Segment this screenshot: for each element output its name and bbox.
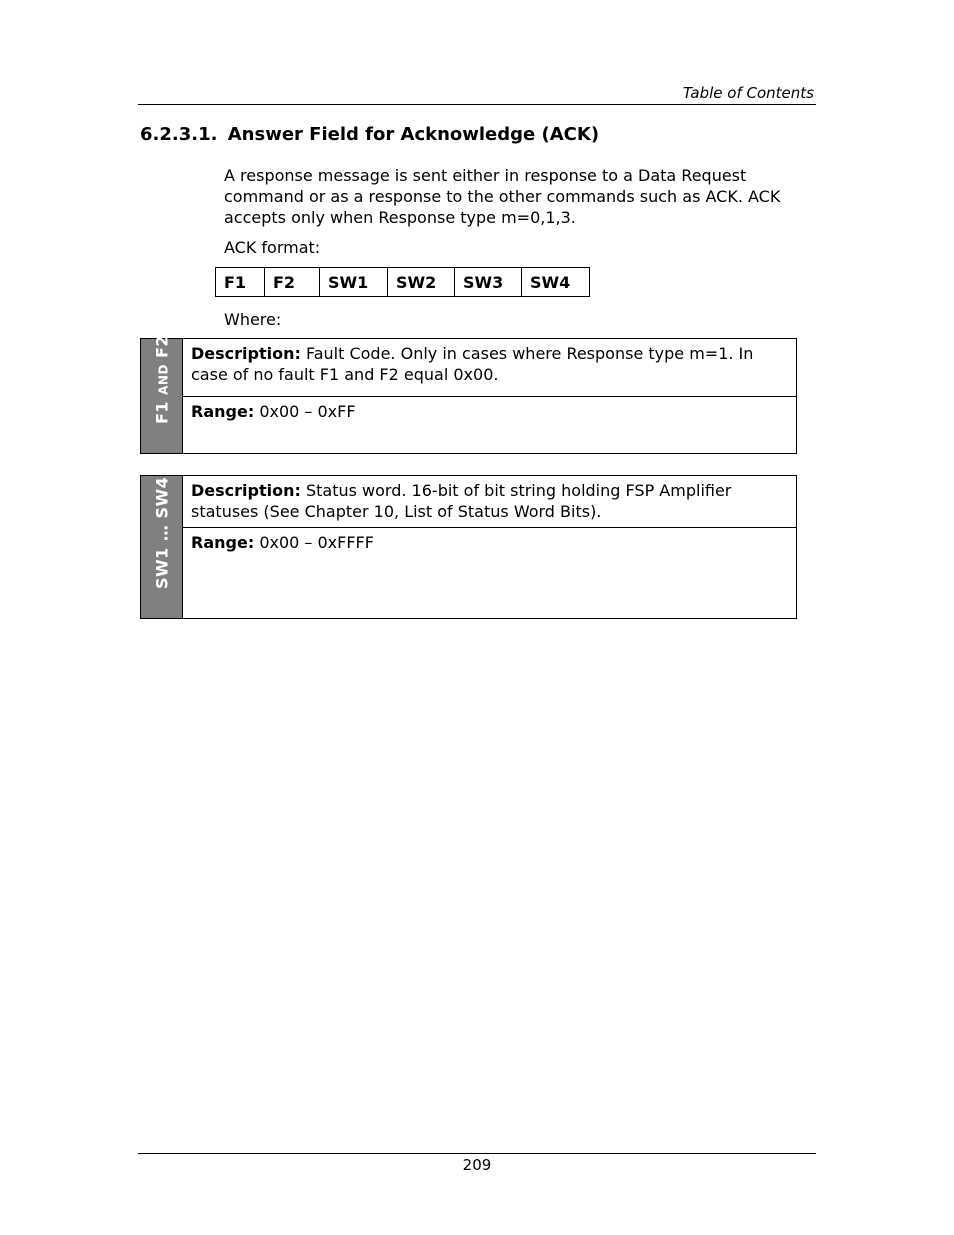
range-cell [183,528,796,618]
section-number: 6.2.3.1. [140,124,218,145]
range-cell [183,397,796,453]
side-label-part: F2 [152,334,171,365]
description-cell [183,339,796,397]
ack-field-f1: F1 [216,268,265,297]
ack-field-sw3: SW3 [455,268,522,297]
side-label-part: F1 [152,394,171,424]
description-text: Status word. 16-bit of bit string holding FSP Amplifier statuses (See Chapter 10, List of Status Word Bits). [191,481,732,521]
field-cells [183,476,796,618]
field-cells [183,339,796,453]
intro-paragraph: A response message is sent either in response to a Data Request command or as a response to the other commands such as ACK. ACK accepts only when Response type m=0,1,3. [224,166,781,227]
description-label: Description: [191,344,301,363]
ack-field-f2: F2 [265,268,320,297]
footer-rule [138,1153,816,1154]
running-header: Table of Contents [682,84,814,102]
field-box-sw1-sw4 [140,475,797,619]
header-rule [138,104,816,105]
range-value: 0x00 – 0xFF [259,402,356,421]
side-label-text: SW1 … SW4 [152,476,171,589]
side-label-text [152,335,171,424]
range-label: Range: [191,402,255,421]
ack-format-table [215,267,590,297]
range-label: Range: [191,533,255,552]
page-number: 209 [462,1156,492,1174]
description-cell [183,476,796,528]
description-label: Description: [191,481,301,500]
ack-format-row [216,268,590,297]
side-label-small: AND [156,364,170,395]
section-title: Answer Field for Acknowledge (ACK) [227,124,600,145]
field-box-f1-f2 [140,334,797,454]
ack-field-sw2: SW2 [388,268,455,297]
section-heading [140,124,599,145]
where-label: Where: [224,310,282,329]
field-side-label-f1-f2 [141,334,183,453]
range-value: 0x00 – 0xFFFF [259,533,374,552]
field-side-label-sw [141,476,183,618]
description-text: Fault Code. Only in cases where Response type m=1. In case of no fault F1 and F2 equal 0x00. [191,344,754,384]
ack-field-sw4: SW4 [522,268,590,297]
ack-field-sw1: SW1 [320,268,388,297]
ack-format-label: ACK format: [224,238,321,257]
